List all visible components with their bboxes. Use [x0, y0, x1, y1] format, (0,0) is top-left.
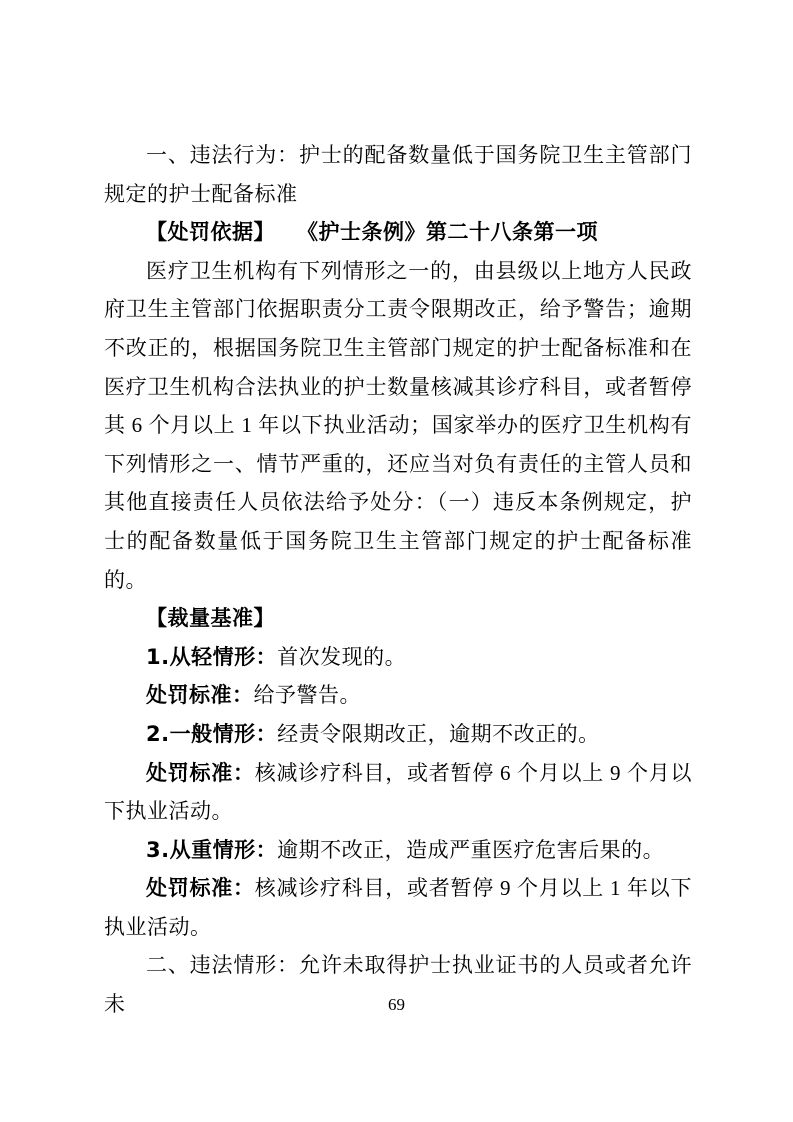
- para-aggravating-circumstance: [104, 831, 692, 870]
- para-general-circumstance-lead: 2.一般情形：: [146, 721, 278, 746]
- para-mitigating-circumstance-text: 首次发现的。: [277, 644, 407, 669]
- page-number: 69: [388, 995, 405, 1014]
- para-penalty-standard-3-text: 核减诊疗科目，或者暂停 9 个月以上 1 年以下执业活动。: [104, 876, 692, 939]
- para-penalty-standard-2-lead: 处罚标准：: [146, 760, 255, 785]
- para-discretion-benchmark-heading-lead: 【裁量基准】: [146, 606, 275, 631]
- para-penalty-basis-heading: [104, 213, 692, 252]
- para-penalty-basis-heading-lead: 【处罚依据】 《护士条例》第二十八条第一项: [146, 220, 598, 245]
- document-body: [104, 136, 692, 1024]
- para-discretion-benchmark-heading: [104, 599, 692, 638]
- para-regulation-excerpt: [104, 252, 692, 599]
- para-aggravating-circumstance-text: 逾期不改正，造成严重医疗危害后果的。: [277, 837, 665, 862]
- para-regulation-excerpt-text: 医疗卫生机构有下列情形之一的，由县级以上地方人民政府卫生主管部门依据职责分工责令限期改正，给予警告；逾期不改正的，根据国务院卫生主管部门规定的护士配备标准和在医疗卫生机构合法执业的护士数量核减其诊疗科目，或者暂停其 6 个月以上 1 年以下执业活动；国家举办的医疗卫生机构有下列情形之一、情节严重的，还应当对负有责任的主管人员和其他直接责任人员依法给予处分：（一）违反本条例规定，护士的配备数量低于国务院卫生主管部门规定的护士配备标准的。: [104, 258, 692, 592]
- para-violation-act-1-text: 一、违法行为：护士的配备数量低于国务院卫生主管部门规定的护士配备标准: [104, 143, 692, 206]
- para-violation-act-2-text: 二、违法情形：允许未取得护士执业证书的人员或者允许未: [104, 953, 692, 1017]
- para-mitigating-circumstance: [104, 638, 692, 677]
- para-penalty-standard-3: [104, 869, 692, 946]
- para-penalty-standard-1-text: 给予警告。: [253, 683, 361, 708]
- para-penalty-standard-2-text: 核减诊疗科目，或者暂停 6 个月以上 9 个月以下执业活动。: [104, 760, 692, 824]
- para-general-circumstance: [104, 715, 692, 754]
- para-penalty-standard-2: [104, 754, 692, 831]
- para-aggravating-circumstance-lead: 3.从重情形：: [146, 837, 278, 862]
- para-general-circumstance-text: 经责令限期改正，逾期不改正的。: [277, 721, 600, 746]
- para-violation-act-1: [104, 136, 692, 213]
- para-penalty-standard-1: [104, 676, 692, 715]
- para-penalty-standard-3-lead: 处罚标准：: [146, 876, 255, 901]
- para-mitigating-circumstance-lead: 1.从轻情形：: [146, 644, 278, 669]
- para-penalty-standard-1-lead: 处罚标准：: [146, 683, 254, 708]
